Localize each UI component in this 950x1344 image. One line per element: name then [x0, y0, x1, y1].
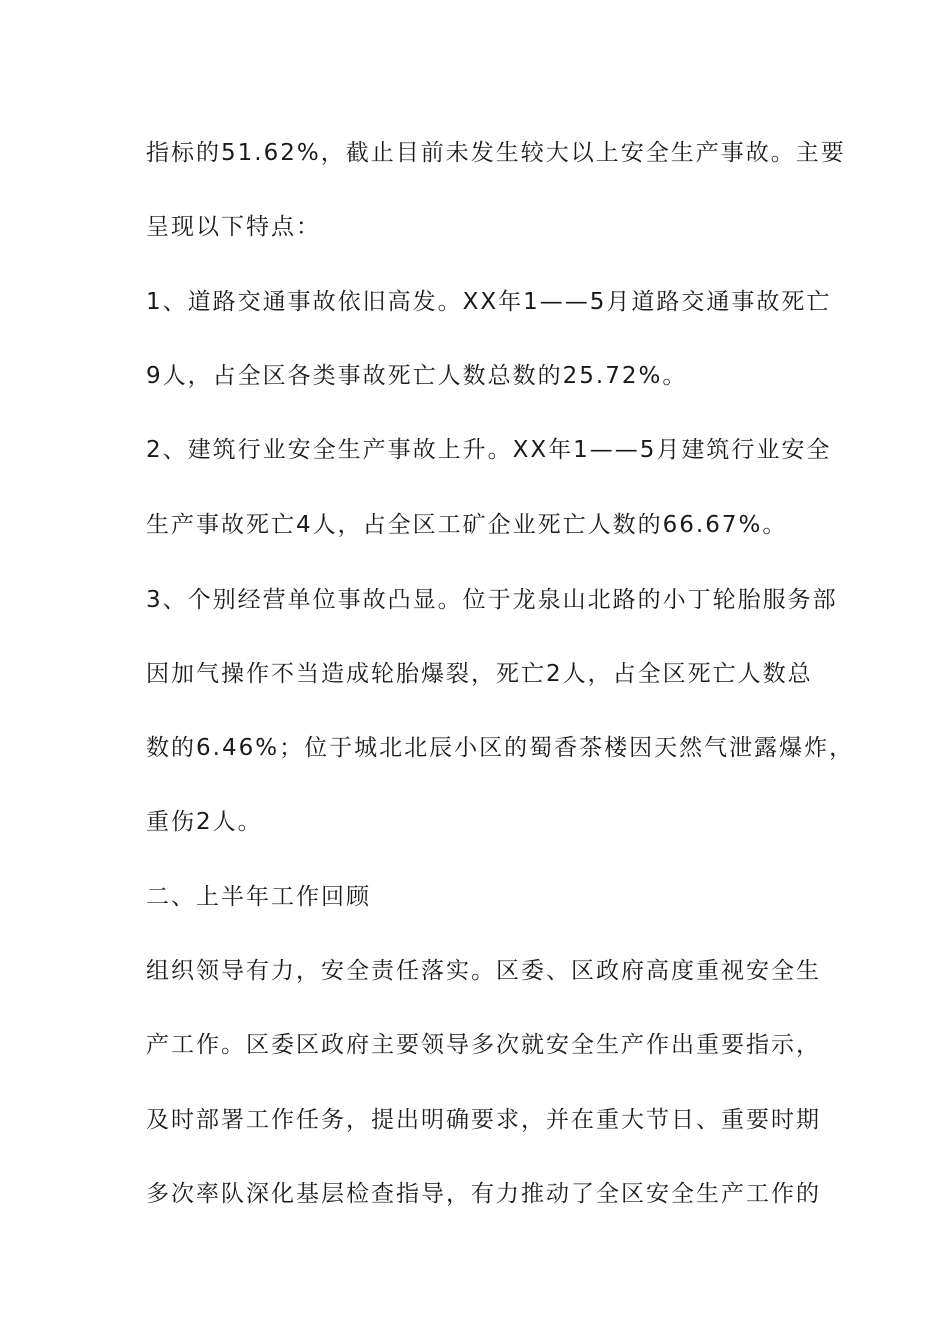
paragraph-line: 9人，占全区各类事故死亡人数总数的25.72%。	[146, 363, 688, 389]
paragraph-line: 2、建筑行业安全生产事故上升。XX年1——5月建筑行业安全	[146, 437, 832, 463]
paragraph-line: 重伤2人。	[146, 809, 263, 835]
paragraph-line: 数的6.46%；位于城北北辰小区的蜀香茶楼因天然气泄露爆炸，	[146, 735, 855, 761]
paragraph-line: 指标的51.62%，截止目前未发生较大以上安全生产事故。主要	[146, 140, 846, 166]
paragraph-line: 产工作。区委区政府主要领导多次就安全生产作出重要指示，	[146, 1032, 821, 1058]
paragraph-line: 组织领导有力，安全责任落实。区委、区政府高度重视安全生	[146, 958, 821, 984]
paragraph-line: 因加气操作不当造成轮胎爆裂，死亡2人，占全区死亡人数总	[146, 661, 813, 687]
paragraph-line: 生产事故死亡4人，占全区工矿企业死亡人数的66.67%。	[146, 512, 788, 538]
paragraph-line: 3、个别经营单位事故凸显。位于龙泉山北路的小丁轮胎服务部	[146, 587, 838, 613]
paragraph-line: 1、道路交通事故依旧高发。XX年1——5月道路交通事故死亡	[146, 289, 832, 315]
paragraph-line: 多次率队深化基层检查指导，有力推动了全区安全生产工作的	[146, 1181, 821, 1207]
section-heading: 二、上半年工作回顾	[146, 884, 371, 910]
paragraph-line: 及时部署工作任务，提出明确要求，并在重大节日、重要时期	[146, 1107, 821, 1133]
paragraph-line: 呈现以下特点：	[146, 214, 321, 240]
